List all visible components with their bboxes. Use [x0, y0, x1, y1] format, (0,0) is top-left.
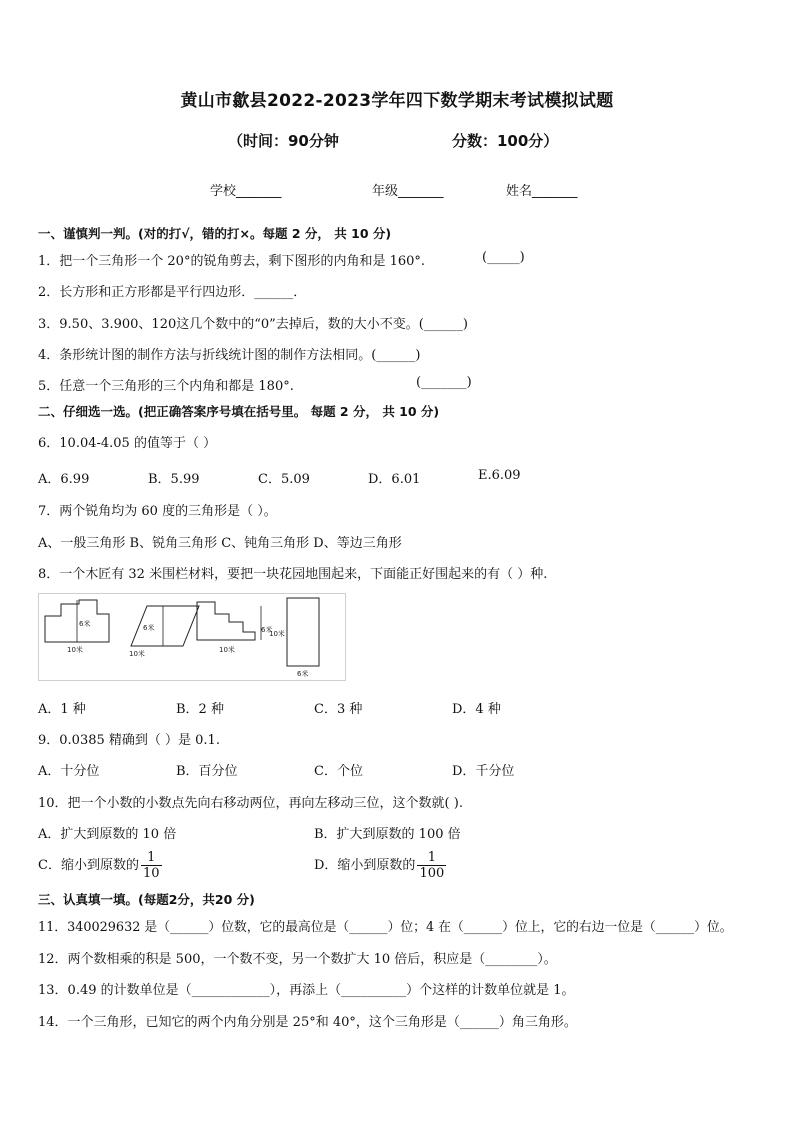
q10-option-b[interactable]: B．扩大到原数的 100 倍: [314, 827, 461, 842]
garden-shapes-diagram: [39, 594, 345, 680]
q10-option-c-text: C．缩小到原数的: [38, 858, 139, 873]
q8-option-a[interactable]: A．1 种: [38, 702, 86, 717]
q9-option-a[interactable]: A．十分位: [38, 764, 100, 779]
q6-option-c[interactable]: C．5.09: [258, 472, 310, 487]
shape-4-height-label: 10米: [269, 630, 285, 638]
shape-2-height-label: 6米: [143, 624, 155, 632]
shape-3-height-label: 6米: [261, 626, 273, 634]
fraction-one-tenth: $\frac{1}{10}$: [142, 850, 160, 881]
q10-option-d-text: D．缩小到原数的: [314, 858, 416, 873]
school-field[interactable]: 学校_______: [210, 184, 282, 199]
shape-4: [287, 598, 319, 666]
question-6: 6．10.04-4.05 的值等于（ ）: [38, 436, 217, 451]
shape-1-width-label: 10米: [67, 646, 83, 654]
q8-option-d[interactable]: D．4 种: [452, 702, 501, 717]
shape-3-width-label: 10米: [219, 646, 235, 654]
question-8: 8．一个木匠有 32 米围栏材料，要把一块花园地围起来，下面能正好围起来的有（ ）种.: [38, 567, 548, 582]
section-1-heading: 一、谨慎判一判。(对的打√，错的打×。每题 2 分， 共 10 分): [38, 226, 392, 241]
section-2-heading: 二、仔细选一选。(把正确答案序号填在括号里。 每题 2 分， 共 10 分): [38, 404, 440, 419]
name-field[interactable]: 姓名_______: [506, 184, 578, 199]
question-5: 5．任意一个三角形的三个内角和都是 180°.: [38, 379, 294, 394]
question-1: 1．把一个三角形一个 20°的锐角剪去，剩下图形的内角和是 160°.: [38, 254, 426, 269]
question-5-blank[interactable]: (_______): [416, 375, 472, 390]
page-title: 黄山市歙县2022-2023学年四下数学期末考试模拟试题: [180, 91, 614, 111]
question-14: 14．一个三角形，已知它的两个内角分别是 25°和 40°，这个三角形是（______）角三角形。: [38, 1015, 577, 1030]
shape-1-height-label: 6米: [79, 620, 91, 628]
shape-2-width-label: 10米: [129, 650, 145, 658]
q7-options[interactable]: A、一般三角形 B、锐角三角形 C、钝角三角形 D、等边三角形: [38, 536, 402, 551]
q9-option-b[interactable]: B．百分位: [176, 764, 238, 779]
q6-option-b[interactable]: B．5.99: [148, 472, 200, 487]
question-7: 7．两个锐角均为 60 度的三角形是（ ）。: [38, 504, 277, 519]
q6-option-e[interactable]: E.6.09: [478, 468, 521, 483]
question-2: 2．长方形和正方形都是平行四边形．______．: [38, 285, 307, 300]
question-11: 11．340029632 是（______）位数，它的最高位是（______）位；4 在（______）位上，它的右边一位是（______）位。: [38, 920, 733, 935]
shape-3: [197, 602, 255, 640]
grade-field[interactable]: 年级_______: [372, 184, 444, 199]
question-10: 10．把一个小数的小数点先向右移动两位，再向左移动三位，这个数就( ).: [38, 796, 463, 811]
q9-option-c[interactable]: C．个位: [314, 764, 363, 779]
q8-option-c[interactable]: C．3 种: [314, 702, 363, 717]
q10-option-d[interactable]: [314, 850, 446, 881]
q6-option-a[interactable]: A．6.99: [38, 472, 90, 487]
section-3-heading: 三、认真填一填。(每题2分，共20 分): [38, 892, 255, 907]
q10-option-a[interactable]: A．扩大到原数的 10 倍: [38, 827, 177, 842]
q6-option-d[interactable]: D．6.01: [368, 472, 421, 487]
shape-4-width-label: 6米: [297, 670, 309, 678]
shape-2: [131, 606, 199, 646]
question-9: 9．0.0385 精确到（ ）是 0.1.: [38, 733, 220, 748]
question-3: 3．9.50、3.900、120这几个数中的“0”去掉后，数的大小不变。(______): [38, 317, 468, 332]
q9-option-d[interactable]: D．千分位: [452, 764, 515, 779]
q8-option-b[interactable]: B．2 种: [176, 702, 224, 717]
q10-option-c[interactable]: [38, 850, 162, 881]
exam-time: （时间：90分钟: [228, 132, 339, 150]
question-13: 13．0.49 的计数单位是（____________），再添上（__________）个这样的计数单位就是 1。: [38, 983, 575, 998]
exam-score: 分数：100分）: [452, 132, 559, 150]
question-1-blank[interactable]: (_____): [482, 250, 525, 265]
question-4: 4．条形统计图的制作方法与折线统计图的制作方法相同。(______): [38, 348, 421, 363]
question-12: 12．两个数相乘的积是 500，一个数不变，另一个数扩大 10 倍后，积应是（________）。: [38, 952, 557, 967]
q8-figure: [38, 593, 346, 681]
fraction-one-hundredth: $\frac{1}{100}$: [419, 850, 445, 881]
